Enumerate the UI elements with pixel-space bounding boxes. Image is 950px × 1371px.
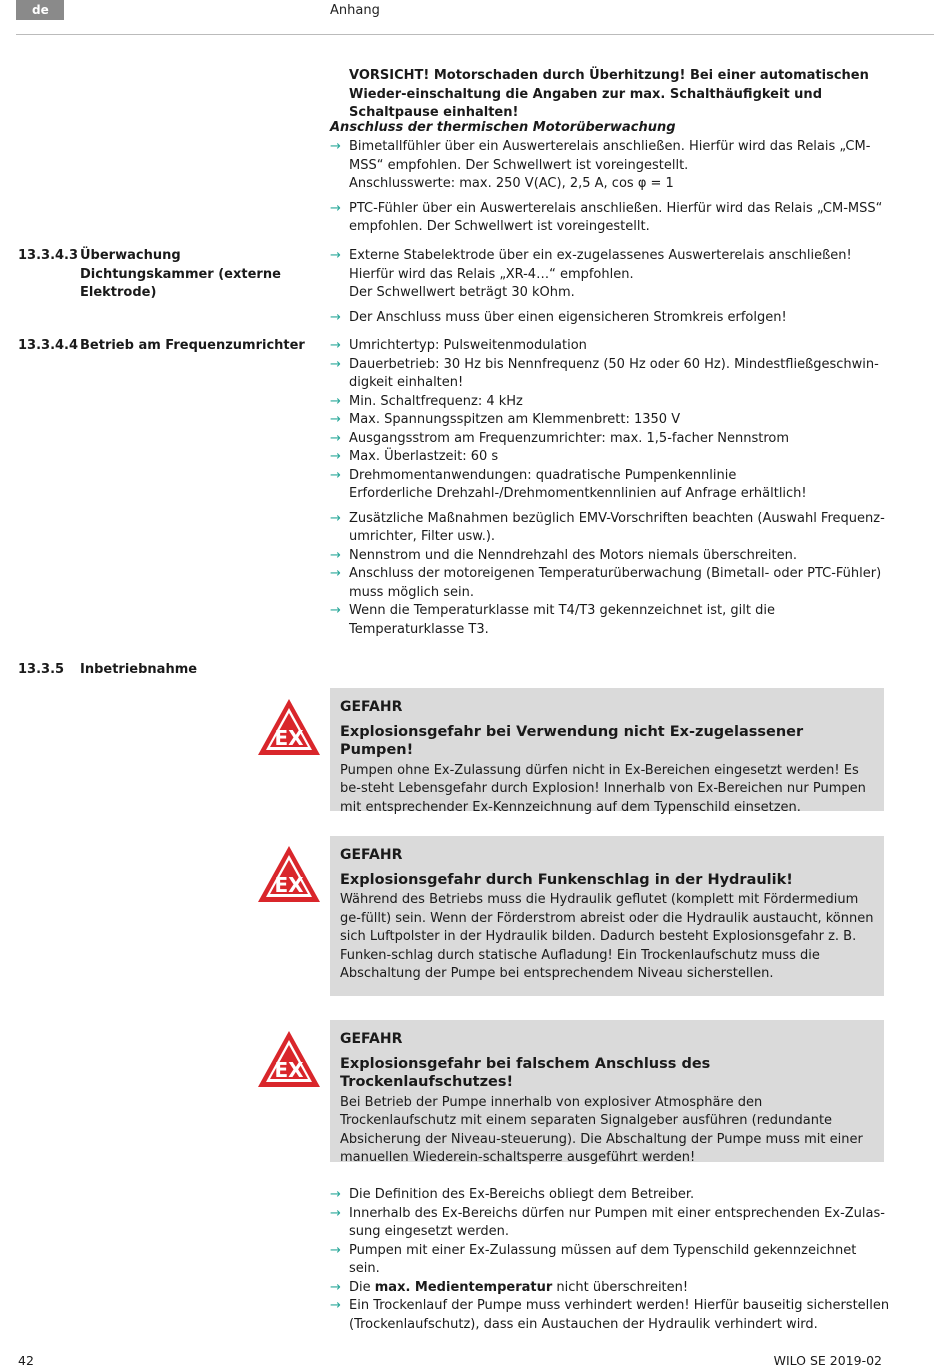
page-number: 42 <box>18 1353 34 1368</box>
arrow-icon: → <box>330 467 341 483</box>
footer-company: WILO SE 2019-02 <box>773 1353 882 1368</box>
section-title: Inbetriebnahme <box>80 662 198 677</box>
list-item: → Nennstrom und die Nenndrehzahl des Motors niemals überschreiten. <box>330 547 890 566</box>
ex-area-list <box>330 1186 890 1334</box>
list-item: → Zusätzliche Maßnahmen bezüglich EMV-Vorschriften beachten (Auswahl Frequenz-umrichter, Filter usw.). <box>330 510 885 544</box>
arrow-icon: → <box>330 547 341 563</box>
ex-warning-icon <box>256 697 322 757</box>
language-tab: de <box>16 0 64 20</box>
list-item: → Externe Stabelektrode über ein ex-zugelassenes Auswerterelais anschließen! Hierfür wird das Relais „XR-4…“ empfohlen. Der Schwellwert beträgt 30 kOhm. <box>330 248 852 300</box>
ex-warning-icon <box>256 1029 322 1089</box>
arrow-icon: → <box>330 412 341 427</box>
arrow-icon: → <box>330 1298 341 1313</box>
caution-note: VORSICHT! Motorschaden durch Überhitzung! Bei einer automatischen Wieder-einschaltung die Angaben zur max. Schalthäufigkeit und Schaltpause einhalten! <box>349 68 869 120</box>
header-title: Anhang <box>330 3 380 18</box>
danger-heading: Explosionsgefahr bei falschem Anschluss des Trockenlaufschutzes! <box>340 1055 711 1090</box>
arrow-icon: → <box>330 1279 341 1295</box>
list-item: → Anschluss der motoreigenen Temperaturüberwachung (Bimetall- oder PTC-Fühler) muss möglich sein. <box>330 566 882 600</box>
list-item: → PTC-Fühler über ein Auswerterelais anschließen. Hierfür wird das Relais „CM-MSS“ empfohlen. Der Schwellwert ist voreingestellt. <box>330 200 883 234</box>
ex-warning-icon <box>256 844 322 904</box>
section-number: 13.3.5 <box>18 662 65 677</box>
thermal-list <box>330 138 890 237</box>
arrow-icon: → <box>330 356 341 372</box>
arrow-icon: → <box>330 603 341 618</box>
arrow-icon: → <box>330 1187 341 1202</box>
danger-body: Bei Betrieb der Pumpe innerhalb von explosiver Atmosphäre den Trockenlaufschutz mit einem separaten Signalgeber ausführen (redundante Absicherung der Niveau-steuerung). Die Abschaltung der Pumpe muss mit einer manuellen Wiederein-schaltsperre ausgeführt werden! <box>340 1094 863 1165</box>
danger-label: GEFAHR <box>340 1031 403 1047</box>
emphasis: max. Medientemperatur <box>374 1279 553 1295</box>
arrow-icon: → <box>330 200 341 216</box>
list-item: → Bimetallfühler über ein Auswerterelais anschließen. Hierfür wird das Relais „CM-MSS“ empfohlen. Der Schwellwert ist voreingestellt. Anschlusswerte: max. 250 V(AC), 2,5 A, cos φ = 1 <box>330 139 871 191</box>
list-item: → Dauerbetrieb: 30 Hz bis Nennfrequenz (50 Hz oder 60 Hz). Mindestfließgeschwin-digkeit einhalten! <box>330 356 879 390</box>
list-item: → Die max. Medientemperatur nicht überschreiten! <box>330 1279 890 1298</box>
arrow-icon: → <box>330 430 341 446</box>
arrow-icon: → <box>330 510 341 526</box>
section-number: 13.3.4.3 <box>18 248 79 263</box>
list-item: → Innerhalb des Ex-Bereichs dürfen nur Pumpen mit einer entsprechenden Ex-Zulas-sung eingesetzt werden. <box>330 1205 885 1239</box>
section-title: Überwachung Dichtungskammer (externe Elektrode) <box>80 248 281 300</box>
list-item: → Wenn die Temperaturklasse mit T4/T3 gekennzeichnet ist, gilt die Temperaturklasse T3. <box>330 603 775 637</box>
danger-heading: Explosionsgefahr durch Funkenschlag in der Hydraulik! <box>340 871 793 888</box>
frequency-converter-list <box>330 337 890 639</box>
list-item: → Umrichtertyp: Pulsweitenmodulation <box>330 337 890 356</box>
danger-label: GEFAHR <box>340 847 403 863</box>
svg-text:EX: EX <box>274 873 304 897</box>
danger-box <box>330 1020 884 1165</box>
arrow-icon: → <box>330 449 341 464</box>
danger-label: GEFAHR <box>340 699 403 715</box>
section-number: 13.3.4.4 <box>18 338 79 353</box>
danger-body: Pumpen ohne Ex-Zulassung dürfen nicht in Ex-Bereichen eingesetzt werden! Es be-steht Lebensgefahr durch Explosion! Innerhalb von Ex-Bereichen nur Pumpen mit entsprechender Ex-Kennzeichnung auf dem Typenschild einsetzen. <box>340 762 866 815</box>
header-divider <box>16 34 934 35</box>
list-item: → Der Anschluss muss über einen eigensicheren Stromkreis erfolgen! <box>330 309 890 328</box>
svg-text:EX: EX <box>274 726 304 750</box>
arrow-icon: → <box>330 1242 341 1258</box>
list-item: → Max. Spannungsspitzen am Klemmenbrett: 1350 V <box>330 411 890 430</box>
danger-heading: Explosionsgefahr bei Verwendung nicht Ex-zugelassener Pumpen! <box>340 723 804 758</box>
svg-text:EX: EX <box>274 1058 304 1082</box>
danger-box <box>330 836 884 996</box>
arrow-icon: → <box>330 338 341 353</box>
list-item: → Drehmomentanwendungen: quadratische Pumpenkennlinie Erforderliche Drehzahl-/Drehmomentkennlinien auf Anfrage erhältlich! <box>330 467 807 501</box>
list-item: → Die Definition des Ex-Bereichs obliegt dem Betreiber. <box>330 1186 890 1205</box>
section-title: Betrieb am Frequenzumrichter <box>80 338 305 353</box>
danger-box <box>330 688 884 815</box>
list-item: → Pumpen mit einer Ex-Zulassung müssen auf dem Typenschild gekennzeichnet sein. <box>330 1242 857 1276</box>
danger-body: Während des Betriebs muss die Hydraulik geflutet (komplett mit Fördermedium ge-füllt) sein. Wenn der Förderstrom abreist oder die Hydraulik austaucht, können sich Luftpolster in der Hydraulik bilden. Dadurch besteht Explosionsgefahr z. B. Funken-schlag durch statische Aufladung! Ein Trockenlaufschutz muss die Abschaltung der Pumpe bei entsprechendem Niveau sicherstellen. <box>340 892 874 981</box>
list-item: → Min. Schaltfrequenz: 4 kHz <box>330 393 890 412</box>
arrow-icon: → <box>330 139 341 154</box>
list-item: → Ein Trockenlauf der Pumpe muss verhindert werden! Hierfür bauseitig sicherstellen (Trockenlaufschutz), dass ein Austauchen der Hydraulik verhindert wird. <box>330 1298 890 1332</box>
thermal-heading: Anschluss der thermischen Motorüberwachung <box>330 120 676 135</box>
list-item: → Max. Überlastzeit: 60 s <box>330 448 890 467</box>
list-item: → Ausgangsstrom am Frequenzumrichter: max. 1,5-facher Nennstrom <box>330 430 890 449</box>
arrow-icon: → <box>330 566 341 581</box>
arrow-icon: → <box>330 393 341 409</box>
electrode-list <box>330 247 890 327</box>
arrow-icon: → <box>330 309 341 325</box>
arrow-icon: → <box>330 1205 341 1221</box>
arrow-icon: → <box>330 248 341 263</box>
